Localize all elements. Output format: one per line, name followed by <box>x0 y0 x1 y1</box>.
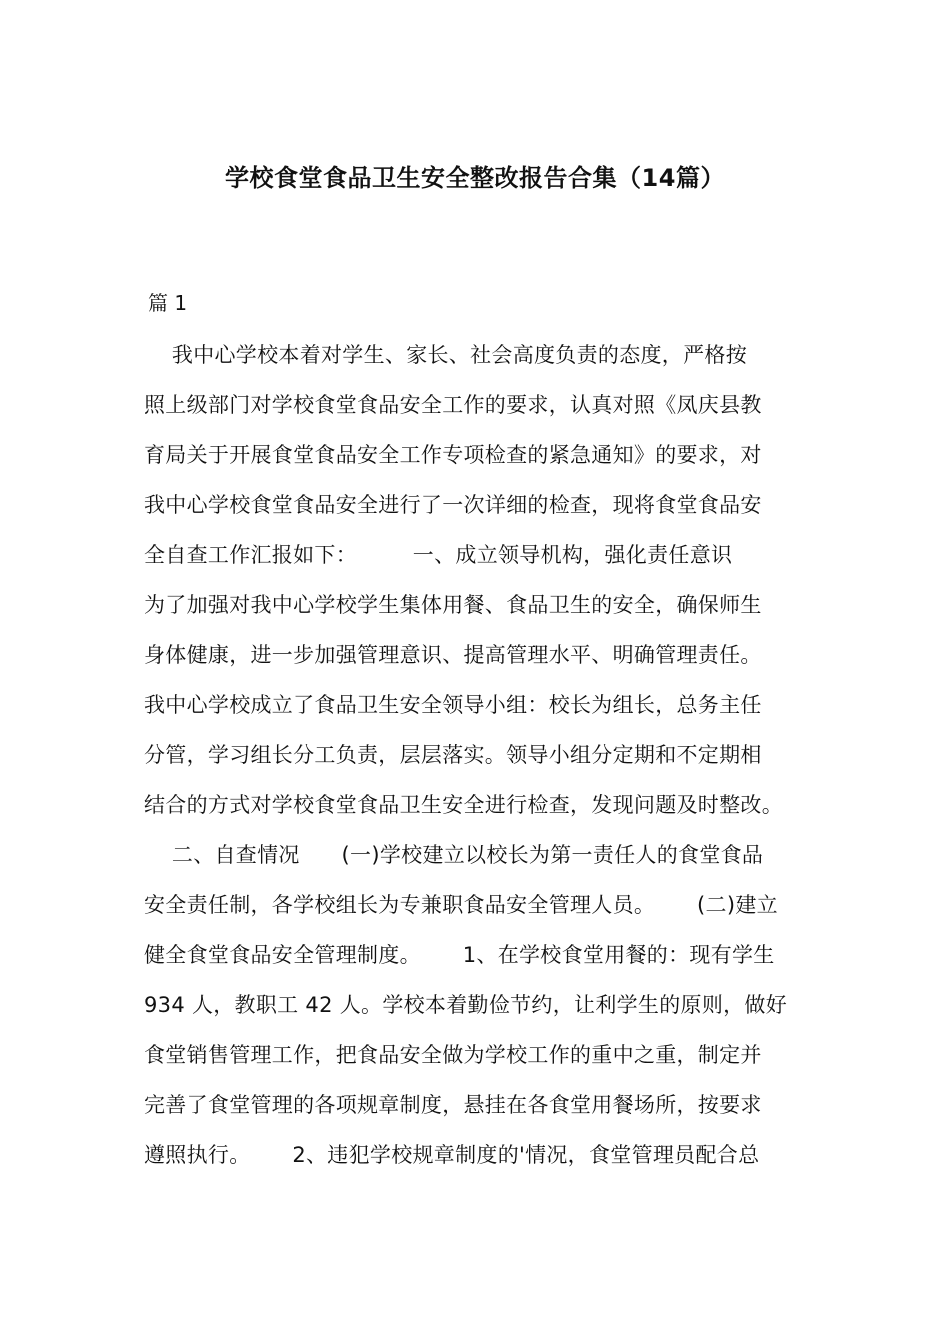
text-line: 安全责任制，各学校组长为专兼职食品安全管理人员。 (二)建立 <box>144 893 778 917</box>
text-line: 934 人，教职工 42 人。学校本着勤俭节约，让利学生的原则，做好 <box>144 993 788 1017</box>
text-line: 我中心学校本着对学生、家长、社会高度负责的态度，严格按 <box>144 343 747 367</box>
text-line: 全自查工作汇报如下： 一、成立领导机构，强化责任意识 <box>144 543 733 567</box>
text-line: 为了加强对我中心学校学生集体用餐、食品卫生的安全，确保师生 <box>144 593 762 617</box>
document-title: 学校食堂食品卫生安全整改报告合集（14篇） <box>225 164 725 192</box>
text-line: 我中心学校成立了食品卫生安全领导小组：校长为组长，总务主任 <box>144 693 762 717</box>
text-line: 食堂销售管理工作，把食品安全做为学校工作的重中之重，制定并 <box>144 1043 762 1067</box>
text-line: 身体健康，进一步加强管理意识、提高管理水平、明确管理责任。 <box>144 643 762 667</box>
text-line: 分管，学习组长分工负责，层层落实。领导小组分定期和不定期相 <box>144 743 762 767</box>
text-line: 结合的方式对学校食堂食品卫生安全进行检查，发现问题及时整改。 <box>144 793 783 817</box>
text-line: 健全食堂食品安全管理制度。 1、在学校食堂用餐的：现有学生 <box>144 943 775 967</box>
text-line: 二、自查情况 (一)学校建立以校长为第一责任人的食堂食品 <box>144 843 764 867</box>
section-label: 篇 1 <box>148 291 188 315</box>
text-line: 我中心学校食堂食品安全进行了一次详细的检查，现将食堂食品安 <box>144 493 762 517</box>
body-text <box>144 330 824 1180</box>
text-line: 完善了食堂管理的各项规章制度，悬挂在各食堂用餐场所，按要求 <box>144 1093 762 1117</box>
text-line: 照上级部门对学校食堂食品安全工作的要求，认真对照《凤庆县教 <box>144 393 762 417</box>
text-line: 遵照执行。 2、违犯学校规章制度的'情况，食堂管理员配合总 <box>144 1143 760 1167</box>
text-line: 育局关于开展食堂食品安全工作专项检查的紧急通知》的要求，对 <box>144 443 762 467</box>
